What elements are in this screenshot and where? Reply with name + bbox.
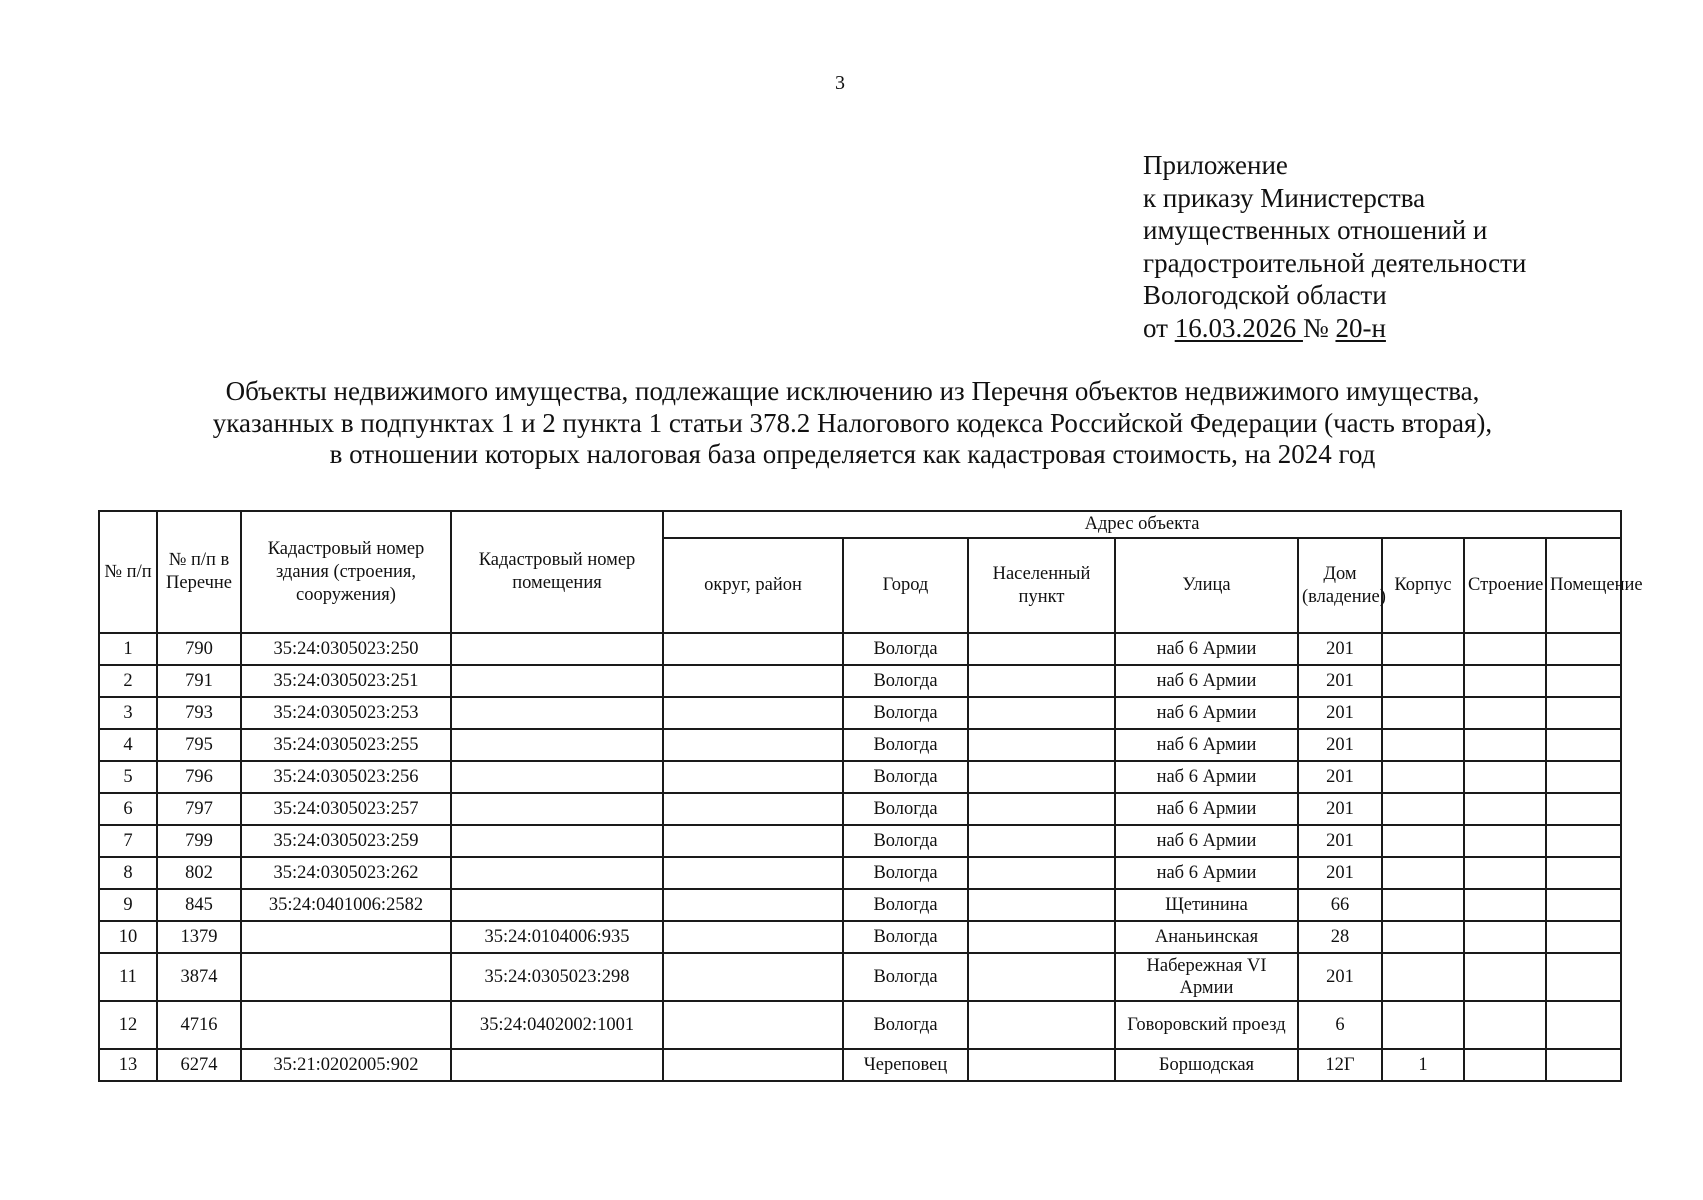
cell-corpus [1382, 1001, 1464, 1049]
cell-building [1464, 1001, 1546, 1049]
cell-district [663, 889, 843, 921]
appendix-number: 20-н [1335, 312, 1386, 343]
cell-street: Боршодская [1115, 1049, 1298, 1081]
cell-district [663, 697, 843, 729]
cell-list-num: 797 [157, 793, 241, 825]
cell-corpus [1382, 857, 1464, 889]
cell-list-num: 795 [157, 729, 241, 761]
header-street: Улица [1115, 538, 1298, 633]
cell-street: наб 6 Армии [1115, 857, 1298, 889]
cell-num: 13 [99, 1049, 157, 1081]
table-row [99, 793, 1621, 825]
cell-district [663, 633, 843, 665]
appendix-date-line [1143, 312, 1526, 345]
cell-city: Череповец [843, 1049, 968, 1081]
cell-street: наб 6 Армии [1115, 697, 1298, 729]
cell-list-num: 6274 [157, 1049, 241, 1081]
cell-building [1464, 857, 1546, 889]
cell-street: Ананьинская [1115, 921, 1298, 953]
cell-building-cadastral: 35:24:0305023:259 [241, 825, 451, 857]
cell-room [1546, 793, 1621, 825]
cell-corpus: 1 [1382, 1049, 1464, 1081]
cell-building-cadastral [241, 1001, 451, 1049]
appendix-date: 16.03.2026 [1174, 312, 1303, 343]
appendix-date-prefix: от [1143, 312, 1175, 343]
table-row [99, 889, 1621, 921]
cell-city: Вологда [843, 761, 968, 793]
cell-room [1546, 825, 1621, 857]
cell-house: 12Г [1298, 1049, 1382, 1081]
cell-district [663, 857, 843, 889]
cell-room-cadastral: 35:24:0305023:298 [451, 953, 663, 1001]
cell-building [1464, 1049, 1546, 1081]
table-row [99, 1001, 1621, 1049]
cell-settlement [968, 761, 1115, 793]
cell-building [1464, 697, 1546, 729]
cell-settlement [968, 857, 1115, 889]
cell-settlement [968, 889, 1115, 921]
cell-house: 201 [1298, 857, 1382, 889]
header-settlement: Населенный пункт [968, 538, 1115, 633]
cell-list-num: 802 [157, 857, 241, 889]
cell-district [663, 729, 843, 761]
cell-settlement [968, 1001, 1115, 1049]
appendix-line-5: Вологодской области [1143, 280, 1387, 310]
cell-room [1546, 889, 1621, 921]
cell-settlement [968, 633, 1115, 665]
cell-street: наб 6 Армии [1115, 665, 1298, 697]
header-city: Город [843, 538, 968, 633]
cell-building [1464, 825, 1546, 857]
header-house: Дом (владение) [1298, 538, 1382, 633]
cell-num: 1 [99, 633, 157, 665]
table-row [99, 1049, 1621, 1081]
cell-corpus [1382, 633, 1464, 665]
cell-city: Вологда [843, 697, 968, 729]
cell-room-cadastral [451, 793, 663, 825]
header-building: Строение [1464, 538, 1546, 633]
table-row [99, 697, 1621, 729]
cell-room [1546, 857, 1621, 889]
cell-district [663, 921, 843, 953]
cell-num: 2 [99, 665, 157, 697]
cell-num: 8 [99, 857, 157, 889]
appendix-line-4: градостроительной деятельности [1143, 247, 1527, 278]
table-row [99, 857, 1621, 889]
cell-room-cadastral [451, 761, 663, 793]
cell-district [663, 1001, 843, 1049]
cell-building [1464, 633, 1546, 665]
cell-house: 201 [1298, 953, 1382, 1001]
cell-city: Вологда [843, 1001, 968, 1049]
cell-building [1464, 729, 1546, 761]
table-row [99, 921, 1621, 953]
header-room: Помещение [1546, 538, 1621, 633]
cell-city: Вологда [843, 953, 968, 1001]
title-line-2: указанных в подпунктах 1 и 2 пункта 1 статьи 378.2 Налогового кодекса Российской Федерации (часть вторая), [212, 407, 1493, 438]
cell-street: наб 6 Армии [1115, 633, 1298, 665]
cell-house: 6 [1298, 1001, 1382, 1049]
cell-city: Вологда [843, 665, 968, 697]
cell-room [1546, 921, 1621, 953]
cell-house: 66 [1298, 889, 1382, 921]
cell-room [1546, 665, 1621, 697]
header-num: № п/п [99, 511, 157, 633]
cell-building-cadastral: 35:21:0202005:902 [241, 1049, 451, 1081]
cell-house: 201 [1298, 665, 1382, 697]
header-building-cadastral: Кадастровый номер здания (строения, сооружения) [241, 511, 451, 633]
cell-list-num: 4716 [157, 1001, 241, 1049]
appendix-line-3: имущественных отношений и [1143, 215, 1488, 245]
cell-room [1546, 953, 1621, 1001]
appendix-number-prefix: № [1302, 312, 1336, 343]
appendix-block [1143, 149, 1526, 344]
cell-city: Вологда [843, 825, 968, 857]
cell-building-cadastral: 35:24:0305023:255 [241, 729, 451, 761]
cell-room [1546, 761, 1621, 793]
cell-corpus [1382, 793, 1464, 825]
cell-building-cadastral: 35:24:0305023:262 [241, 857, 451, 889]
cell-building-cadastral [241, 953, 451, 1001]
cell-building-cadastral: 35:24:0305023:250 [241, 633, 451, 665]
title-line-3: в отношении которых налоговая база определяется как кадастровая стоимость, на 2024 год [329, 439, 1376, 469]
cell-city: Вологда [843, 889, 968, 921]
header-corpus: Корпус [1382, 538, 1464, 633]
page-number: 3 [835, 72, 845, 94]
cell-house: 201 [1298, 697, 1382, 729]
cell-room-cadastral [451, 889, 663, 921]
cell-building-cadastral: 35:24:0401006:2582 [241, 889, 451, 921]
cell-settlement [968, 921, 1115, 953]
cell-list-num: 3874 [157, 953, 241, 1001]
cell-num: 6 [99, 793, 157, 825]
cell-city: Вологда [843, 921, 968, 953]
cell-building [1464, 761, 1546, 793]
cell-building-cadastral: 35:24:0305023:253 [241, 697, 451, 729]
cell-corpus [1382, 697, 1464, 729]
header-address-group: Адрес объекта [663, 511, 1621, 538]
cell-building-cadastral: 35:24:0305023:256 [241, 761, 451, 793]
cell-building [1464, 953, 1546, 1001]
cell-room-cadastral: 35:24:0402002:1001 [451, 1001, 663, 1049]
cell-street: наб 6 Армии [1115, 761, 1298, 793]
table-row [99, 665, 1621, 697]
cell-room-cadastral [451, 729, 663, 761]
cell-building-cadastral [241, 921, 451, 953]
table-row [99, 953, 1621, 1001]
cell-num: 3 [99, 697, 157, 729]
cell-city: Вологда [843, 633, 968, 665]
cell-building-cadastral: 35:24:0305023:257 [241, 793, 451, 825]
cell-district [663, 953, 843, 1001]
cell-list-num: 796 [157, 761, 241, 793]
cell-room [1546, 697, 1621, 729]
cell-room-cadastral [451, 857, 663, 889]
cell-building [1464, 793, 1546, 825]
table-row [99, 633, 1621, 665]
table-body [99, 633, 1621, 1081]
cell-street: Говоровский проезд [1115, 1001, 1298, 1049]
cell-district [663, 825, 843, 857]
cell-list-num: 845 [157, 889, 241, 921]
cell-room [1546, 633, 1621, 665]
cell-settlement [968, 953, 1115, 1001]
cell-room [1546, 729, 1621, 761]
cell-building [1464, 921, 1546, 953]
cell-list-num: 1379 [157, 921, 241, 953]
cell-num: 9 [99, 889, 157, 921]
cell-list-num: 799 [157, 825, 241, 857]
cell-street: Щетинина [1115, 889, 1298, 921]
cell-num: 11 [99, 953, 157, 1001]
cell-settlement [968, 729, 1115, 761]
cell-corpus [1382, 889, 1464, 921]
cell-settlement [968, 1049, 1115, 1081]
cell-settlement [968, 665, 1115, 697]
cell-num: 7 [99, 825, 157, 857]
cell-corpus [1382, 729, 1464, 761]
cell-room-cadastral [451, 1049, 663, 1081]
cell-num: 4 [99, 729, 157, 761]
header-room-cadastral: Кадастровый номер помещения [451, 511, 663, 633]
table-row [99, 761, 1621, 793]
cell-corpus [1382, 953, 1464, 1001]
cell-district [663, 1049, 843, 1081]
cell-street: наб 6 Армии [1115, 825, 1298, 857]
cell-num: 5 [99, 761, 157, 793]
cell-house: 28 [1298, 921, 1382, 953]
cell-street: наб 6 Армии [1115, 793, 1298, 825]
cell-corpus [1382, 761, 1464, 793]
cell-house: 201 [1298, 793, 1382, 825]
cell-district [663, 793, 843, 825]
cell-city: Вологда [843, 729, 968, 761]
document-title [90, 376, 1615, 471]
title-line-1: Объекты недвижимого имущества, подлежащие исключению из Перечня объектов недвижимого имущества, [225, 376, 1480, 406]
appendix-line-1: Приложение [1143, 150, 1288, 180]
cell-corpus [1382, 921, 1464, 953]
cell-room [1546, 1001, 1621, 1049]
cell-district [663, 761, 843, 793]
cell-house: 201 [1298, 761, 1382, 793]
cell-city: Вологда [843, 857, 968, 889]
cell-house: 201 [1298, 729, 1382, 761]
appendix-line-2: к приказу Министерства [1143, 182, 1426, 213]
cell-room [1546, 1049, 1621, 1081]
cell-room-cadastral [451, 633, 663, 665]
header-district: округ, район [663, 538, 843, 633]
cell-district [663, 665, 843, 697]
cell-settlement [968, 793, 1115, 825]
cell-corpus [1382, 825, 1464, 857]
cell-street: наб 6 Армии [1115, 729, 1298, 761]
cell-room-cadastral [451, 697, 663, 729]
cell-room-cadastral [451, 665, 663, 697]
cell-corpus [1382, 665, 1464, 697]
cell-building [1464, 889, 1546, 921]
table-row [99, 825, 1621, 857]
table-row [99, 729, 1621, 761]
cell-room-cadastral [451, 825, 663, 857]
cell-building [1464, 665, 1546, 697]
cell-house: 201 [1298, 633, 1382, 665]
cell-num: 10 [99, 921, 157, 953]
cell-building-cadastral: 35:24:0305023:251 [241, 665, 451, 697]
cell-list-num: 791 [157, 665, 241, 697]
cell-house: 201 [1298, 825, 1382, 857]
cell-settlement [968, 697, 1115, 729]
cell-settlement [968, 825, 1115, 857]
cell-list-num: 793 [157, 697, 241, 729]
cell-list-num: 790 [157, 633, 241, 665]
property-table [98, 510, 1643, 1082]
cell-city: Вологда [843, 793, 968, 825]
cell-street: Набережная VI Армии [1115, 953, 1298, 1001]
header-list-num: № п/п в Перечне [157, 511, 241, 633]
cell-num: 12 [99, 1001, 157, 1049]
cell-room-cadastral: 35:24:0104006:935 [451, 921, 663, 953]
